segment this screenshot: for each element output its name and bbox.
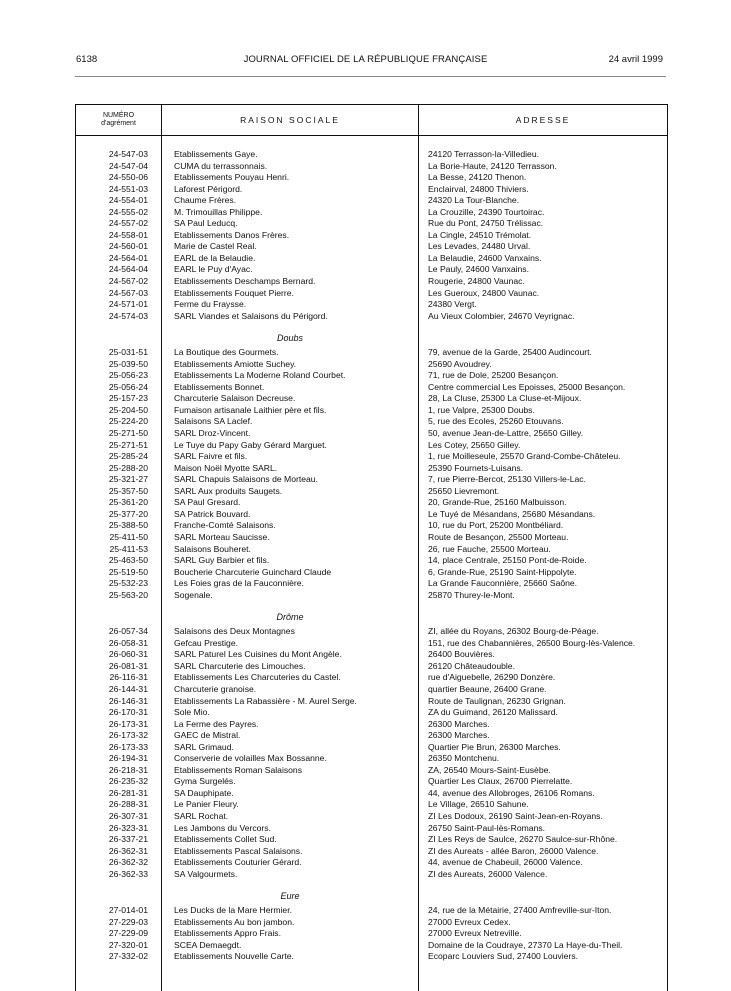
table-row	[76, 857, 667, 869]
department-heading	[76, 329, 667, 347]
company-address: 26350 Montchenu.	[428, 753, 500, 764]
table-row	[76, 207, 667, 219]
department-heading	[76, 887, 667, 905]
approval-number: 25-039-50	[108, 358, 148, 369]
approval-number: 25-288-20	[108, 462, 148, 473]
table-row	[76, 359, 667, 371]
company-name: Gyma Surgelés.	[174, 776, 236, 787]
company-address: ZI des Aureats, 26000 Valence.	[428, 868, 548, 879]
table-row	[76, 347, 667, 359]
table-row	[76, 928, 667, 940]
approval-number: 24-551-03	[108, 183, 148, 194]
company-address: 79, avenue de la Garde, 25400 Audincourt.	[428, 347, 592, 358]
company-address: 26300 Marches.	[428, 730, 490, 741]
department-heading	[76, 608, 667, 626]
table-row	[76, 544, 667, 556]
company-name: SARL Morteau Saucisse.	[174, 531, 270, 542]
company-address: La Grande Fauconnière, 25660 Saône.	[428, 578, 578, 589]
approval-number: 24-564-01	[108, 252, 148, 263]
company-name: SARL Aux produits Saugets.	[174, 485, 283, 496]
approval-number: 26-194-31	[108, 753, 148, 764]
company-address: 7, rue Pierre-Bercot, 25130 Villers-le-Lac.	[428, 474, 586, 485]
approval-number: 24-557-02	[108, 218, 148, 229]
column-header-numero	[76, 105, 161, 135]
approval-number: 27-320-01	[108, 939, 148, 950]
company-name: SARL Faivre et fils.	[174, 451, 248, 462]
approval-number: 24-567-03	[108, 287, 148, 298]
approval-number: 24-555-02	[108, 206, 148, 217]
table-row	[76, 149, 667, 161]
table-row	[76, 520, 667, 532]
table-body	[76, 149, 667, 963]
company-name: Etablissements Pouyau Henri.	[174, 172, 290, 183]
approval-number: 27-229-03	[108, 916, 148, 927]
company-address: Route de Besançon, 25500 Morteau.	[428, 531, 569, 542]
company-name: Charcuterie Salaison Decreuse.	[174, 393, 296, 404]
approval-number: 27-229-09	[108, 928, 148, 939]
approval-number: 26-144-31	[108, 683, 148, 694]
table-row	[76, 370, 667, 382]
company-name: SA Paul Leducq.	[174, 218, 238, 229]
approval-number: 25-519-50	[108, 566, 148, 577]
table-row	[76, 590, 667, 602]
table-row	[76, 393, 667, 405]
table-row	[76, 184, 667, 196]
company-name: Chaume Frères.	[174, 195, 237, 206]
approval-number: 24-554-01	[108, 195, 148, 206]
company-address: 1, rue Moilleseule, 25570 Grand-Combe-Châteleu.	[428, 451, 621, 462]
approval-number: 25-204-50	[108, 404, 148, 415]
company-address: 27000 Evreux Netreville.	[428, 928, 522, 939]
table-row	[76, 684, 667, 696]
table-row	[76, 626, 667, 638]
company-address: 50, avenue Jean-de-Lattre, 25650 Gilley.	[428, 428, 584, 439]
company-address: Quartier Les Claux, 26700 Pierrelatte.	[428, 776, 573, 787]
company-name: Etablissements Gaye.	[174, 149, 258, 159]
company-address: ZI Les Reys de Saulce, 26270 Saulce-sur-Rhône.	[428, 834, 618, 845]
approval-number: 25-056-24	[108, 381, 148, 392]
company-address: La Crouzille, 24390 Tourtoirac.	[428, 206, 545, 217]
company-address: ZI Les Dodoux, 26190 Saint-Jean-en-Royans.	[428, 810, 603, 821]
company-name: SA Dauphipate.	[174, 787, 234, 798]
company-name: SARL Viandes et Salaisons du Périgord.	[174, 310, 328, 321]
company-address: ZI des Aureats - allée Baron, 26000 Valence.	[428, 845, 599, 856]
table-row	[76, 230, 667, 242]
company-name: Fumaison artisanale Laithier père et fils.	[174, 404, 327, 415]
approval-number: 24-558-01	[108, 229, 148, 240]
table-row	[76, 532, 667, 544]
approval-number: 26-337-21	[108, 834, 148, 845]
table-row	[76, 672, 667, 684]
company-name: Etablissements Deschamps Bernard.	[174, 276, 316, 287]
approval-number: 25-157-23	[108, 393, 148, 404]
company-address: ZI, allée du Royans, 26302 Bourg-de-Péage.	[428, 626, 599, 637]
table-row	[76, 811, 667, 823]
approval-number: 26-116-31	[109, 672, 148, 683]
company-name: Salaisons Bouheret.	[174, 543, 251, 554]
company-address: Enclairval, 24800 Thiviers.	[428, 183, 529, 194]
company-name: Laforest Périgord.	[174, 183, 243, 194]
approval-number: 26-235-32	[108, 776, 148, 787]
table-row	[76, 917, 667, 929]
company-address: Rougerie, 24800 Vaunac.	[428, 276, 525, 287]
approval-number: 25-388-50	[108, 520, 148, 531]
company-name: La Ferme des Payres.	[174, 718, 259, 729]
approval-number: 26-281-31	[108, 787, 148, 798]
table-row	[76, 799, 667, 811]
table-row	[76, 218, 667, 230]
approval-number: 25-563-20	[108, 589, 148, 600]
company-name: SARL Droz-Vincent.	[174, 428, 251, 439]
company-name: Etablissements Fouquet Pierre.	[174, 287, 294, 298]
approval-number: 26-173-31	[108, 718, 148, 729]
company-address: 20, Grande-Rue, 25160 Malbuisson.	[428, 497, 567, 508]
table-row	[76, 463, 667, 475]
company-address: 24, rue de la Métairie, 27400 Amfreville-sur-Iton.	[428, 905, 612, 916]
table-row	[76, 719, 667, 731]
company-address: 5, rue des Ecoles, 25260 Etouvans.	[428, 416, 564, 427]
company-address: Quartier Pie Brun, 26300 Marches.	[428, 741, 561, 752]
company-address: 26400 Bouvières.	[428, 649, 495, 660]
table-row	[76, 299, 667, 311]
company-address: 44, avenue de Chabeuil, 26000 Valence.	[428, 857, 583, 868]
company-address: La Cingle, 24510 Trémolat.	[428, 229, 532, 240]
column-header-numero-sub: d'agrément	[101, 120, 136, 127]
table-row	[76, 497, 667, 509]
company-name: Etablissements Amiotte Suchey.	[174, 358, 297, 369]
company-address: 10, rue du Port, 25200 Montbéliard.	[428, 520, 564, 531]
table-row	[76, 264, 667, 276]
company-name: Etablissements Couturier Gérard.	[174, 857, 302, 868]
approval-number: 26-362-31	[108, 845, 148, 856]
company-name: Etablissements La Moderne Roland Courbet.	[174, 370, 346, 381]
company-address: 26300 Marches.	[428, 718, 490, 729]
approval-number: 27-332-02	[108, 951, 148, 962]
approval-number: 26-362-32	[108, 857, 148, 868]
approval-number: 26-323-31	[108, 822, 148, 833]
approval-number: 25-224-20	[108, 416, 148, 427]
approval-number: 25-411-50	[109, 531, 148, 542]
company-address: Centre commercial Les Epoisses, 25000 Besançon.	[428, 381, 626, 392]
company-address: 1, rue Valpre, 25300 Doubs.	[428, 404, 535, 415]
table-row	[76, 776, 667, 788]
company-name: SA Paul Gresard.	[174, 497, 241, 508]
company-name: SARL Chapuis Salaisons de Morteau.	[174, 474, 318, 485]
table-row	[76, 951, 667, 963]
journal-title: JOURNAL OFFICIEL DE LA RÉPUBLIQUE FRANÇAISE	[243, 54, 488, 65]
table-row	[76, 555, 667, 567]
company-name: Sole Mio.	[174, 707, 210, 718]
table-row	[76, 869, 667, 881]
approval-number: 25-377-20	[108, 508, 148, 519]
company-address: 25650 Lievremont.	[428, 485, 500, 496]
company-name: SARL Rochat.	[174, 810, 229, 821]
company-address: ZA, 26540 Mours-Saint-Eusèbe.	[428, 764, 551, 775]
company-address: ZA du Guimand, 26120 Malissard.	[428, 707, 558, 718]
table-row	[76, 905, 667, 917]
company-name: Etablissements Les Charcuteries du Castel.	[174, 672, 341, 683]
company-name: M. Trimouillas Philippe.	[174, 206, 263, 217]
approval-number: 24-574-03	[108, 310, 148, 321]
company-address: La Besse, 24120 Thenon.	[428, 172, 527, 183]
header-rule	[75, 76, 666, 77]
company-address: 25690 Avoudrey.	[428, 358, 492, 369]
approval-number: 25-361-20	[108, 497, 148, 508]
company-name: Le Tuye du Papy Gaby Gérard Marguet.	[174, 439, 327, 450]
approval-number: 26-288-31	[108, 799, 148, 810]
company-name: Salaisons des Deux Montagnes	[174, 626, 295, 637]
table-row	[76, 195, 667, 207]
table-row	[76, 765, 667, 777]
table-row	[76, 649, 667, 661]
company-name: Franche-Comté Salaisons.	[174, 520, 276, 531]
company-address: 26120 Châteaudouble.	[428, 660, 515, 671]
table-row	[76, 730, 667, 742]
company-name: Charcuterie granoise.	[174, 683, 257, 694]
company-address: 27000 Evreux Cedex.	[428, 916, 511, 927]
company-address: 151, rue des Chabannières, 26500 Bourg-lès-Valence.	[428, 637, 636, 648]
table-row	[76, 428, 667, 440]
table-row	[76, 742, 667, 754]
company-name: SARL Charcuterie des Limouches.	[174, 660, 306, 671]
approval-number: 25-411-53	[109, 543, 148, 554]
table-row	[76, 834, 667, 846]
approval-table	[75, 104, 668, 991]
approval-number: 26-058-31	[108, 637, 148, 648]
approval-number: 24-560-01	[108, 241, 148, 252]
company-address: 25870 Thurey-le-Mont.	[428, 589, 515, 600]
table-row	[76, 241, 667, 253]
approval-number: 26-146-31	[108, 695, 148, 706]
table-header	[76, 105, 667, 136]
company-address: 24380 Vergt.	[428, 299, 477, 310]
section-spacer	[76, 880, 667, 887]
table-row	[76, 788, 667, 800]
page-number: 6138	[76, 54, 98, 65]
table-row	[76, 161, 667, 173]
table-row	[76, 846, 667, 858]
company-address: Route de Taulignan, 26230 Grignan.	[428, 695, 566, 706]
company-address: Le Tuyé de Mésandans, 25680 Mésandans.	[428, 508, 596, 519]
company-name: Salaisons SA Laclef.	[174, 416, 253, 427]
table-row	[76, 288, 667, 300]
company-address: Rue du Pont, 24750 Trélissac.	[428, 218, 544, 229]
company-address: quartier Beaune, 26400 Grane.	[428, 683, 547, 694]
company-address: 14, place Centrale, 25150 Pont-de-Roide.	[428, 555, 587, 566]
column-header-adresse: ADRESSE	[515, 115, 571, 125]
table-row	[76, 172, 667, 184]
company-address: 24120 Terrasson-la-Villedieu.	[428, 149, 539, 159]
company-address: Les Cotey, 25650 Gilley.	[428, 439, 521, 450]
company-name: Etablissements La Rabassière - M. Aurel Serge.	[174, 695, 357, 706]
company-address: La Borie-Haute, 24120 Terrasson.	[428, 160, 557, 171]
approval-number: 26-173-32	[108, 730, 148, 741]
table-row	[76, 823, 667, 835]
company-name: Conserverie de volailles Max Bossanne.	[174, 753, 327, 764]
approval-number: 27-014-01	[108, 905, 148, 916]
table-row	[76, 509, 667, 521]
column-header-raison-sociale: RAISON SOCIALE	[240, 115, 340, 125]
company-name: Les Jambons du Vercors.	[174, 822, 271, 833]
approval-number: 26-057-34	[108, 626, 148, 637]
company-name: Etablissements Appro Frais.	[174, 928, 281, 939]
company-name: Etablissements Collet Sud.	[174, 834, 277, 845]
approval-number: 26-307-31	[108, 810, 148, 821]
company-address: 25390 Fournets-Luisans.	[428, 462, 524, 473]
company-name: EARL de la Belaudie.	[174, 252, 256, 263]
table-row	[76, 253, 667, 265]
company-name: SARL Grimaud.	[174, 741, 234, 752]
table-row	[76, 940, 667, 952]
section-spacer	[76, 601, 667, 608]
approval-number: 24-547-04	[108, 160, 148, 171]
company-address: Le Pauly, 24600 Vanxains.	[428, 264, 529, 275]
company-name: Le Panier Fleury.	[174, 799, 239, 810]
department-name: Drôme	[276, 612, 304, 623]
company-name: Sogenale.	[174, 589, 213, 600]
approval-number: 25-271-51	[108, 439, 148, 450]
company-name: Marie de Castel Real.	[174, 241, 257, 252]
company-name: SCEA Demaegdt.	[174, 939, 242, 950]
company-address: Le Village, 26510 Sahune.	[428, 799, 529, 810]
company-address: Les Gueroux, 24800 Vaunac.	[428, 287, 540, 298]
company-name: SARL Paturel Les Cuisines du Mont Angèle.	[174, 649, 342, 660]
company-address: Ecoparc Louviers Sud, 27400 Louviers.	[428, 951, 579, 962]
company-name: GAEC de Mistral.	[174, 730, 241, 741]
approval-number: 24-547-03	[108, 149, 148, 159]
approval-number: 26-362-33	[108, 868, 148, 879]
approval-number: 24-567-02	[108, 276, 148, 287]
section-spacer	[76, 322, 667, 329]
table-row	[76, 276, 667, 288]
approval-number: 25-285-24	[108, 451, 148, 462]
company-name: Etablissements Danos Frères.	[174, 229, 290, 240]
approval-number: 25-463-50	[108, 555, 148, 566]
table-row	[76, 578, 667, 590]
company-name: Etablissements Au bon jambon.	[174, 916, 295, 927]
company-address: Domaine de la Coudraye, 27370 La Haye-du-Theil.	[428, 939, 623, 950]
approval-number: 26-170-31	[108, 707, 148, 718]
company-name: CUMA du terrassonnais.	[174, 160, 268, 171]
company-name: La Boutique des Gourmets.	[174, 347, 279, 358]
table-row	[76, 567, 667, 579]
approval-number: 25-357-50	[108, 485, 148, 496]
company-address: 26750 Saint-Paul-lès-Romans.	[428, 822, 546, 833]
company-address: Les Levades, 24480 Urval.	[428, 241, 531, 252]
company-address: 6, Grande-Rue, 25190 Saint-Hippolyte.	[428, 566, 577, 577]
table-row	[76, 382, 667, 394]
approval-number: 26-173-33	[108, 741, 148, 752]
issue-date: 24 avril 1999	[608, 54, 663, 65]
company-name: Etablissements Bonnet.	[174, 381, 265, 392]
table-row	[76, 474, 667, 486]
company-name: SA Valgourmets.	[174, 868, 238, 879]
company-address: 71, rue de Dole, 25200 Besançon.	[428, 370, 559, 381]
company-address: Au Vieux Colombier, 24670 Veyrignac.	[428, 310, 575, 321]
company-name: Etablissements Roman Salaisons	[174, 764, 303, 775]
company-name: Maison Noël Myotte SARL.	[174, 462, 278, 473]
approval-number: 26-060-31	[108, 649, 148, 660]
approval-number: 25-321-27	[108, 474, 148, 485]
approval-number: 26-081-31	[108, 660, 148, 671]
company-address: 26, rue Fauche, 25500 Morteau.	[428, 543, 551, 554]
table-row	[76, 638, 667, 650]
company-name: Les Ducks de la Mare Hermier.	[174, 905, 292, 916]
table-row	[76, 753, 667, 765]
approval-number: 24-571-01	[108, 299, 148, 310]
table-row	[76, 405, 667, 417]
company-name: Ferme du Fraysse.	[174, 299, 247, 310]
company-name: Etablissements Nouvelle Carte.	[174, 951, 294, 962]
approval-number: 26-218-31	[108, 764, 148, 775]
table-row	[76, 451, 667, 463]
company-name: Gefcau Prestige.	[174, 637, 239, 648]
table-row	[76, 707, 667, 719]
company-name: Etablissements Pascal Salaisons.	[174, 845, 303, 856]
table-row	[76, 311, 667, 323]
approval-number: 24-550-06	[108, 172, 148, 183]
column-header-numero-label: NUMÉRO	[102, 112, 135, 119]
table-row	[76, 440, 667, 452]
company-address: 44, avenue des Allobroges, 26106 Romans.	[428, 787, 595, 798]
table-row	[76, 416, 667, 428]
approval-number: 25-031-51	[108, 347, 148, 358]
company-address: La Belaudie, 24600 Vanxains.	[428, 252, 542, 263]
company-name: Les Foies gras de la Fauconnière.	[174, 578, 304, 589]
approval-number: 25-271-50	[108, 428, 148, 439]
company-address: 24320 La Tour-Blanche.	[428, 195, 520, 206]
table-row	[76, 661, 667, 673]
approval-number: 24-564-04	[108, 264, 148, 275]
table-row	[76, 486, 667, 498]
company-name: EARL le Puy d'Ayac.	[174, 264, 253, 275]
table-row	[76, 696, 667, 708]
company-name: SA Patrick Bouvard.	[174, 508, 251, 519]
company-name: Boucherie Charcuterie Guinchard Claude	[174, 566, 332, 577]
company-address: 28, La Cluse, 25300 La Cluse-et-Mijoux.	[428, 393, 582, 404]
department-name: Eure	[280, 891, 300, 902]
approval-number: 25-056-23	[108, 370, 148, 381]
company-name: SARL Guy Barbier et fils.	[174, 555, 270, 566]
department-name: Doubs	[276, 333, 303, 344]
approval-number: 25-532-23	[108, 578, 148, 589]
company-address: rue d'Aiguebelle, 26290 Donzère.	[428, 672, 556, 683]
